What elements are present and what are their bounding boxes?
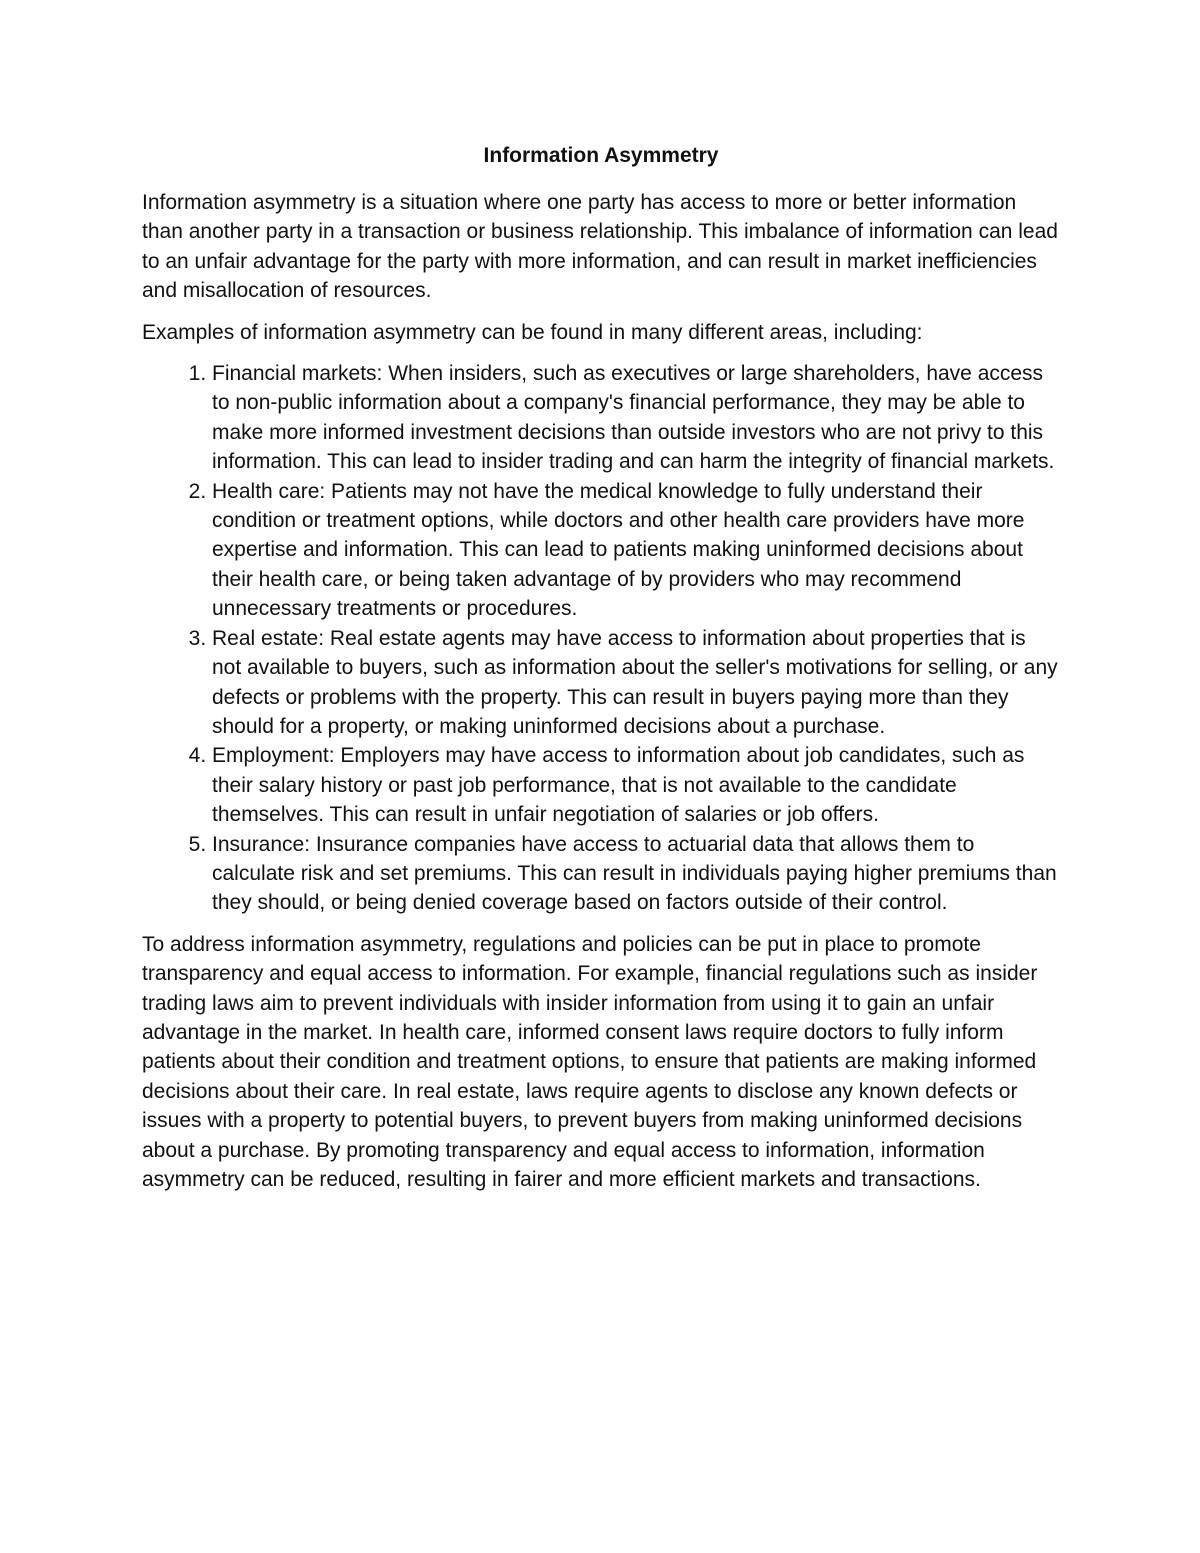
- list-item-insurance: 5. Insurance: Insurance companies have access to actuarial data that allows them to calculate risk and set premiums. This can result in individuals paying higher premiums than they should, or being denied coverage based on factors outside of their control.: [212, 830, 1060, 918]
- document-page: [142, 140, 1060, 1206]
- intro-paragraph: Information asymmetry is a situation where one party has access to more or better information than another party in a transaction or business relationship. This imbalance of information can lead to an unfair advantage for the party with more information, and can result in market inefficiencies and misallocation of resources.: [142, 191, 1058, 303]
- conclusion-paragraph: To address information asymmetry, regulations and policies can be put in place to promote transparency and equal access to information. For example, financial regulations such as insider trading laws aim to prevent individuals with insider information from using it to gain an unfair advantage in the market. In health care, informed consent laws require doctors to fully inform patients about their condition and treatment options, to ensure that patients are making informed decisions about their care. In real estate, laws require agents to disclose any known defects or issues with a property to potential buyers, to prevent buyers from making uninformed decisions about a purchase. By promoting transparency and equal access to information, information asymmetry can be reduced, resulting in fairer and more efficient markets and transactions.: [142, 932, 1038, 1191]
- document-title: Information Asymmetry: [483, 144, 719, 167]
- examples-list: [142, 359, 1060, 918]
- list-item-financial-markets: 1. Financial markets: When insiders, such as executives or large shareholders, have access to non-public information about a company's financial performance, they may be able to make more informed investment decisions than outside investors who are not privy to this information. This can lead to insider trading and can harm the integrity of financial markets.: [212, 359, 1060, 477]
- examples-lead-paragraph: Examples of information asymmetry can be found in many different areas, including:: [142, 320, 923, 344]
- list-item-health-care: 2. Health care: Patients may not have the medical knowledge to fully understand their condition or treatment options, while doctors and other health care providers have more expertise and information. This can lead to patients making uninformed decisions about their health care, or being taken advantage of by providers who may recommend unnecessary treatments or procedures.: [212, 477, 1060, 624]
- list-item-real-estate: 3. Real estate: Real estate agents may have access to information about properties that is not available to buyers, such as information about the seller's motivations for selling, or any defects or problems with the property. This can result in buyers paying more than they should for a property, or making uninformed decisions about a purchase.: [212, 624, 1060, 742]
- list-item-employment: 4. Employment: Employers may have access to information about job candidates, such as their salary history or past job performance, that is not available to the candidate themselves. This can result in unfair negotiation of salaries or job offers.: [212, 741, 1060, 829]
